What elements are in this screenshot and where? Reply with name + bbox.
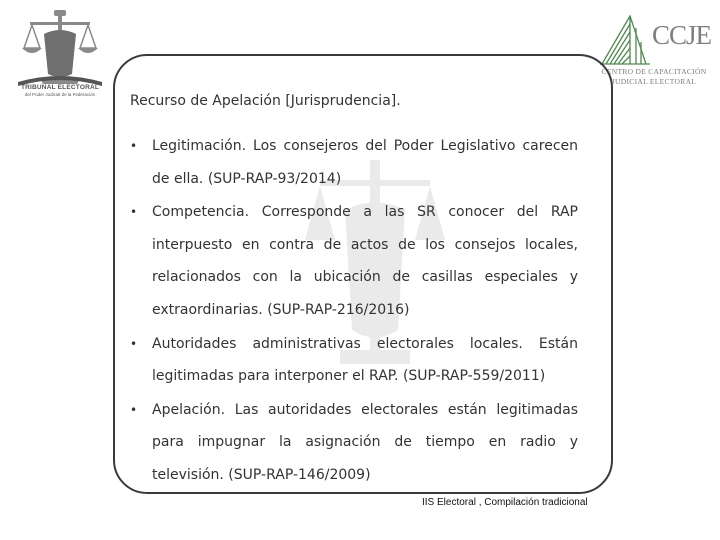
tribunal-electoral-subtitle: del Poder Judicial de la Federación (24, 92, 96, 97)
list-item (130, 130, 578, 195)
bullet-icon: • (130, 205, 138, 220)
tribunal-electoral-logo-text (14, 84, 106, 97)
footer-caption: IIS Electoral , Compilación tradicional (422, 497, 588, 508)
list-item-text: Legitimación. Los consejeros del Poder Legislativo carecen de ella. (SUP-RAP-93/2014) (152, 138, 578, 187)
slide-content (130, 84, 578, 493)
tribunal-electoral-name: TRIBUNAL ELECTORAL (20, 84, 100, 91)
list-item-text: Apelación. Las autoridades electorales están legitimadas para impugnar la asignación de tiempo en radio y televisión. (SUP-RAP-146/2009) (152, 401, 578, 483)
ccje-subtitle-line1: CENTRO DE CAPACITACIÓN (601, 67, 707, 76)
ccje-wordmark: CCJE (652, 20, 712, 50)
ccje-subtitle-line2: JUDICIAL ELECTORAL (611, 77, 697, 86)
list-item-text: Competencia. Corresponde a las SR conocer del RAP interpuesto en contra de actos de los consejos locales, relacionados con la ubicación de casillas especiales y extraordinarias. (SUP-RAP-216/2016) (152, 204, 578, 318)
bullet-icon: • (130, 139, 138, 153)
list-item (130, 328, 578, 393)
bullet-icon: • (130, 402, 138, 417)
list-item (130, 394, 578, 492)
bullet-icon: • (130, 336, 138, 351)
slide-heading: Recurso de Apelación [Jurisprudencia]. (130, 93, 401, 109)
list-item (130, 196, 578, 326)
list-item-text: Autoridades administrativas electorales locales. Están legitimadas para interponer el RAP. (SUP-RAP-559/2011) (152, 335, 578, 385)
bullet-list (130, 130, 578, 492)
